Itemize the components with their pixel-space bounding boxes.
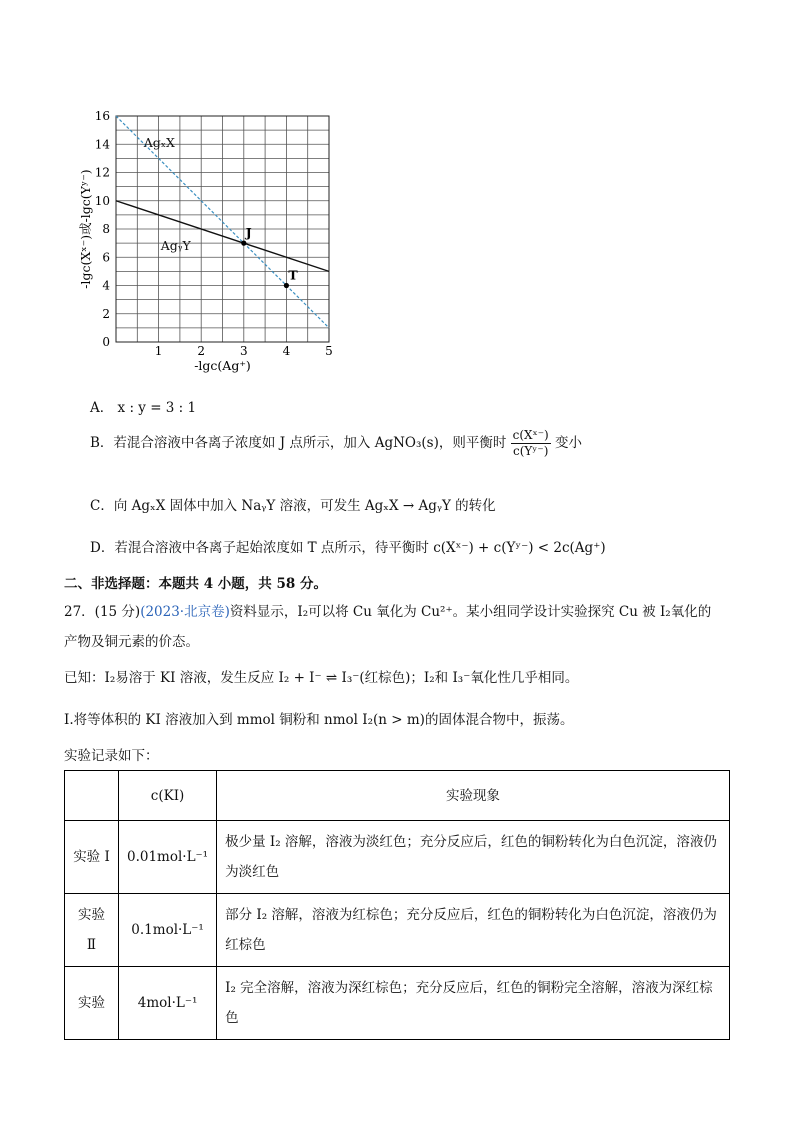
fraction-numerator: c(Xˣ⁻) xyxy=(512,428,549,442)
option-b-tail: 变小 xyxy=(555,435,582,451)
option-b-text: B．若混合溶液中各离子浓度如 J 点所示，加入 AgNO₃(s)，则平衡时 xyxy=(90,435,507,451)
table-cell-name: 实验 Ⅱ xyxy=(65,894,119,967)
data-point xyxy=(284,283,289,288)
point-label: J xyxy=(245,225,252,241)
table-header-cell: 实验现象 xyxy=(217,771,730,821)
experiment-table xyxy=(64,770,730,1040)
y-tick-label: 4 xyxy=(102,278,110,293)
q27-line1 xyxy=(64,600,711,620)
q27-source: (2023·北京卷) xyxy=(140,604,230,620)
option-d: D．若混合溶液中各离子起始浓度如 T 点所示，待平衡时 c(Xˣ⁻) + c(Yʸ⁻) < 2c(Ag⁺) xyxy=(90,540,606,556)
q27-record: 实验记录如下： xyxy=(64,748,159,764)
table-row xyxy=(65,894,730,967)
y-tick-label: 6 xyxy=(102,250,110,265)
series-label: AgᵧY xyxy=(160,238,191,254)
x-tick-label: 1 xyxy=(154,344,163,358)
y-tick-label: 14 xyxy=(94,137,110,152)
data-point xyxy=(241,241,246,246)
table-cell-name: 实验 xyxy=(65,967,119,1040)
table-cell-phenomenon: I₂ 完全溶解，溶液为深红棕色；充分反应后，红色的铜粉完全溶解，溶液为深红棕色 xyxy=(217,967,730,1040)
table-header-cell xyxy=(65,771,119,821)
table-row xyxy=(65,821,730,894)
y-tick-label: 8 xyxy=(102,222,110,236)
x-tick-label: 4 xyxy=(282,344,291,358)
x-axis-label: -lgc(Ag⁺) xyxy=(194,358,251,373)
table-cell-phenomenon: 部分 I₂ 溶解，溶液为红棕色；充分反应后，红色的铜粉转化为白色沉淀，溶液仍为红棕色 xyxy=(217,894,730,967)
fraction-denominator: c(Yʸ⁻) xyxy=(512,444,549,458)
y-tick-label: 16 xyxy=(94,109,110,123)
option-b xyxy=(90,428,582,459)
y-tick-label: 0 xyxy=(102,335,110,349)
x-tick-label: 3 xyxy=(239,344,248,358)
q27-number: 27．(15 分) xyxy=(64,604,141,620)
y-tick-label: 10 xyxy=(94,193,110,208)
q27-line2: 产物及铜元素的价态。 xyxy=(64,634,199,650)
y-tick-label: 12 xyxy=(94,165,110,180)
option-c: C．向 AgₓX 固体中加入 NaᵧY 溶液，可发生 AgₓX → AgᵧY 的转化 xyxy=(90,498,496,514)
y-tick-label: 2 xyxy=(102,306,110,321)
table-cell-conc: 4mol·L⁻¹ xyxy=(119,967,217,1040)
section-heading: 二、非选择题：本题共 4 小题，共 58 分。 xyxy=(64,576,327,592)
solubility-chart xyxy=(70,100,350,380)
point-label: T xyxy=(288,267,298,283)
table-cell-name: 实验 I xyxy=(65,821,119,894)
series-label: AgₓX xyxy=(143,135,175,151)
table-cell-conc: 0.1mol·L⁻¹ xyxy=(119,894,217,967)
q27-text1: 资料显示，I₂可以将 Cu 氧化为 Cu²⁺。某小组同学设计实验探究 Cu 被 I₂氧化的 xyxy=(229,604,712,620)
option-b-fraction xyxy=(511,428,551,459)
q27-part1: I.将等体积的 KI 溶液加入到 mmol 铜粉和 nmol I₂(n > m)的固体混合物中，振荡。 xyxy=(64,712,574,728)
table-cell-conc: 0.01mol·L⁻¹ xyxy=(119,821,217,894)
x-tick-label: 2 xyxy=(197,344,206,358)
x-tick-label: 5 xyxy=(325,344,333,358)
table-row xyxy=(65,967,730,1040)
table-cell-phenomenon: 极少量 I₂ 溶解，溶液为淡红色；充分反应后，红色的铜粉转化为白色沉淀，溶液仍为淡红色 xyxy=(217,821,730,894)
option-a: A． x : y = 3 : 1 xyxy=(90,400,197,416)
table-header-row xyxy=(65,771,730,821)
table-header-cell: c(KI) xyxy=(119,771,217,821)
q27-known: 已知：I₂易溶于 KI 溶液，发生反应 I₂ + I⁻ ⇌ I₃⁻(红棕色)；I₂和 I₃⁻氧化性几乎相同。 xyxy=(64,670,579,686)
y-axis-label: -lgc(Xˣ⁻)或-lgc(Yʸ⁻) xyxy=(78,169,93,289)
